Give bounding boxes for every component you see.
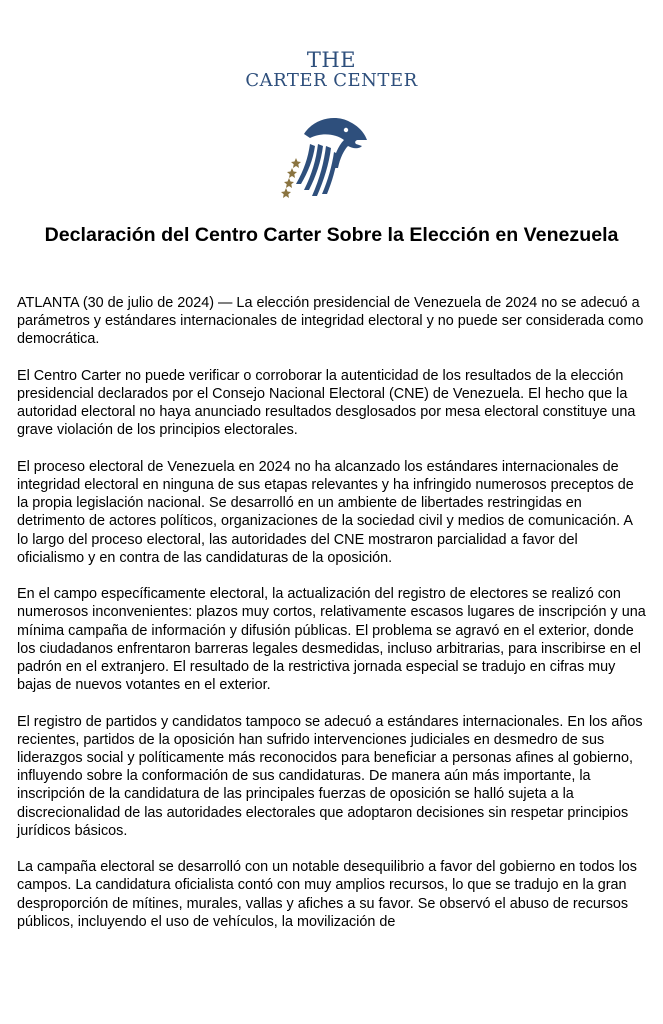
eagle-eye-shape (344, 128, 348, 132)
page-title: Declaración del Centro Carter Sobre la Elección en Venezuela (44, 224, 619, 246)
paragraph: La campaña electoral se desarrolló con un notable desequilibrio a favor del gobierno en todos los campos. La candidatura oficialista contó con muy amplios recursos, lo que se tradujo en la gran desproporción de mítines, murales, vallas y afiches a su favor. Se observó el abuso de recursos públicos, incluyendo el uso de vehículos, la movilización de (17, 859, 637, 930)
carter-center-eagle-logo-icon (270, 110, 370, 202)
paragraph: En el campo específicamente electoral, la actualización del registro de electores se realizó con numerosos inconvenientes: plazos muy cortos, relativamente escasos lugares de inscripción y una mínima campaña de información y difusión públicas. El problema se agravó en el exterior, donde los ciudadanos enfrentaron barreras legales desmedidas, incluso arbitrarias, para inscribirse en el padrón en el extranjero. El resultado de la restrictiva jornada especial se tradujo en cifras muy bajas de nuevos votantes en el exterior. (17, 586, 646, 694)
statement-body (17, 294, 647, 949)
star-icon (291, 158, 301, 168)
paragraph: ATLANTA (30 de julio de 2024) — La elección presidencial de Venezuela de 2024 no se adecuó a parámetros y estándares internacionales de integridad electoral y no puede ser considerada como democrática. (17, 295, 644, 348)
logo-text-carter-center: CARTER CENTER (245, 70, 418, 91)
paragraph: El registro de partidos y candidatos tampoco se adecuó a estándares internacionales. En los años recientes, partidos de la oposición han sufrido intervenciones judiciales en desmedro de sus liderazgos social y políticamente más reconocidos para beneficiar a personas afines al gobierno, influyendo sobre la conformación de sus candidaturas. De manera aún más importante, la inscripción de la candidatura de las principales fuerzas de oposición se halló sujeta a la discrecionalidad de las autoridades electorales que adoptaron decisiones sin respetar principios jurídicos básicos. (17, 713, 643, 839)
paragraph: El proceso electoral de Venezuela en 2024 no ha alcanzado los estándares internacionales de integridad electoral en ninguna de sus etapas relevantes y ha infringido numerosos preceptos de la propia legislación nacional. Se desarrolló en un ambiente de libertades restringidas en detrimento de actores políticos, organizaciones de la sociedad civil y medios de comunicación. A lo largo del proceso electoral, las autoridades del CNE mostraron parcialidad a favor del oficialismo y en contra de las candidaturas de la oposición. (17, 458, 634, 566)
gold-stars (281, 158, 301, 198)
star-icon (284, 178, 294, 188)
star-icon (287, 168, 297, 178)
logo-text-the: THE (306, 48, 357, 72)
star-icon (281, 188, 291, 198)
paragraph: El Centro Carter no puede verificar o corroborar la autenticidad de los resultados de la elección presidencial declarados por el Consejo Nacional Electoral (CNE) de Venezuela. El hecho que la autoridad electoral no haya anunciado resultados desglosados por mesa electoral constituye una grave violación de los principios electorales. (17, 367, 636, 439)
